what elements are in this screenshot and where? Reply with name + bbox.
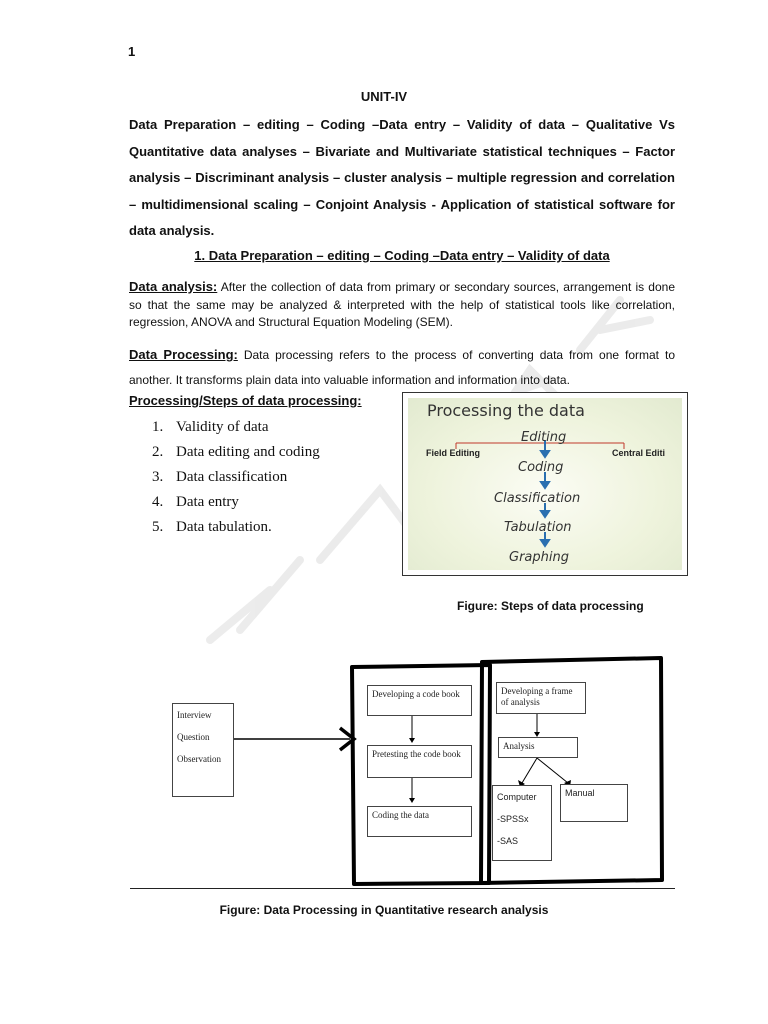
list-item-number: 5.	[152, 519, 164, 535]
flow-arrows	[408, 398, 682, 570]
code-book-box: Developing a code book	[367, 685, 472, 716]
spssx-label: -SPSSx	[497, 814, 529, 824]
section-heading: 1. Data Preparation – editing – Coding –Data entry – Validity of data	[194, 248, 610, 263]
question-label: Question	[177, 732, 210, 742]
list-item-label: Data classification	[176, 469, 288, 485]
coding-data-box: Coding the data	[367, 806, 472, 837]
data-processing-paragraph	[129, 342, 675, 393]
list-item	[152, 417, 320, 442]
unit-title: UNIT-IV	[360, 89, 408, 104]
steps-heading: Processing/Steps of data processing:	[129, 393, 362, 408]
unit-summary: Data Preparation – editing – Coding –Data entry – Validity of data – Qualitative Vs Quantitative data analyses – Bivariate and Multivariate statistical techniques – Factor analysis – Discriminant analysis – cluster analysis – multiple regression and correlation – multidimensional scaling – Conjoint Analysis - Application of statistical software for data analysis.	[129, 117, 675, 238]
manual-arrow	[537, 758, 568, 783]
list-item	[152, 517, 320, 542]
list-item	[152, 492, 320, 517]
list-item-number: 3.	[152, 469, 164, 485]
processing-figure-image	[408, 398, 682, 570]
figure2-caption: Figure: Data Processing in Quantitative research analysis	[219, 903, 549, 917]
list-item-label: Validity of data	[176, 419, 269, 435]
computer-box	[492, 785, 552, 861]
list-item	[152, 467, 320, 492]
flow-step-classification: Classification	[494, 491, 581, 506]
observation-label: Observation	[177, 754, 221, 764]
steps-list	[152, 417, 320, 542]
figure-title: Processing the data	[427, 401, 585, 420]
data-processing-text: Data processing refers to the process of converting data from one format to another. It transforms plain data into valuable information and information into data.	[129, 348, 675, 387]
figure1-caption: Figure: Steps of data processing	[457, 599, 644, 613]
list-item-label: Data tabulation.	[176, 519, 272, 535]
input-methods-box	[172, 703, 234, 797]
list-item-number: 2.	[152, 444, 164, 460]
list-item-label: Data editing and coding	[176, 444, 320, 460]
computer-arrow	[522, 758, 537, 783]
field-editing-label: Field Editing	[426, 448, 480, 458]
page-number: 1	[128, 44, 136, 59]
flow-step-tabulation: Tabulation	[504, 520, 572, 535]
list-item-number: 1.	[152, 419, 164, 435]
processing-figure	[402, 392, 688, 576]
flow-step-coding: Coding	[518, 460, 564, 475]
computer-label: Computer	[497, 792, 537, 802]
frame-of-analysis-box: Developing a frame of analysis	[496, 682, 586, 714]
pretesting-box: Pretesting the code book	[367, 745, 472, 778]
flow-step-editing: Editing	[521, 430, 567, 445]
data-analysis-paragraph	[129, 278, 675, 332]
manual-box: Manual	[560, 784, 628, 822]
list-item-number: 4.	[152, 494, 164, 510]
list-item-label: Data entry	[176, 494, 239, 510]
central-editing-label: Central Editi	[612, 448, 666, 458]
sas-label: -SAS	[497, 836, 519, 846]
data-analysis-label: Data analysis:	[129, 279, 218, 294]
data-analysis-text: After the collection of data from primary or secondary sources, arrangement is done so that the same may be analyzed & interpreted with the help of statistical tools like correlation, regression, ANOVA and Structural Equation Modeling (SEM).	[129, 280, 676, 329]
interview-label: Interview	[177, 710, 212, 720]
analysis-box: Analysis	[498, 737, 578, 758]
flow-step-graphing: Graphing	[509, 550, 569, 565]
data-processing-label: Data Processing:	[129, 347, 238, 362]
divider	[130, 888, 675, 889]
list-item	[152, 442, 320, 467]
